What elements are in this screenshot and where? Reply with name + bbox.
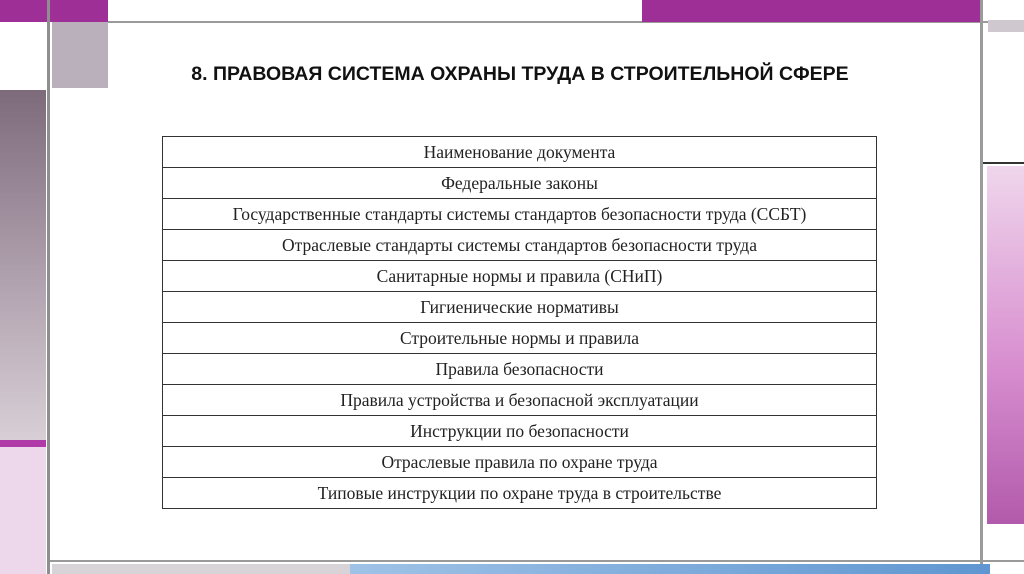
- decor-right-gradient-bar: [987, 166, 1024, 524]
- decor-bottom-gray-bar: [52, 564, 350, 574]
- table-row: [163, 354, 877, 385]
- decor-bottom-divider: [50, 560, 1024, 562]
- decor-top-left-bar: [0, 0, 108, 22]
- table-header-row: [163, 137, 877, 168]
- table-cell: Типовые инструкции по охране труда в строительстве: [163, 478, 877, 509]
- table-cell: Правила устройства и безопасной эксплуатации: [163, 385, 877, 416]
- table-row: [163, 416, 877, 447]
- decor-left-accent-line: [0, 440, 46, 447]
- table-row: [163, 168, 877, 199]
- table-row: [163, 292, 877, 323]
- table-row: [163, 323, 877, 354]
- table-cell: Санитарные нормы и правила (СНиП): [163, 261, 877, 292]
- table-row: [163, 199, 877, 230]
- decor-left-gradient-bar: [0, 90, 46, 440]
- decor-bottom-blue-bar: [350, 564, 990, 574]
- table-row: [163, 261, 877, 292]
- decor-right-short-line: [983, 162, 1024, 164]
- table-row: [163, 385, 877, 416]
- decor-left-divider: [47, 0, 50, 574]
- decor-top-right-block: [988, 20, 1024, 32]
- decor-top-right-bar: [642, 0, 980, 22]
- table-cell: Отраслевые стандарты системы стандартов безопасности труда: [163, 230, 877, 261]
- table-header-cell: Наименование документа: [163, 137, 877, 168]
- slide-title: 8. ПРАВОВАЯ СИСТЕМА ОХРАНЫ ТРУДА В СТРОИТЕЛЬНОЙ СФЕРЕ: [191, 63, 849, 85]
- table-cell: Строительные нормы и правила: [163, 323, 877, 354]
- decor-right-divider: [980, 0, 983, 574]
- decor-left-gray-block: [52, 22, 108, 88]
- table-row: [163, 230, 877, 261]
- table-cell: Инструкции по безопасности: [163, 416, 877, 447]
- table-cell: Отраслевые правила по охране труда: [163, 447, 877, 478]
- table-cell: Федеральные законы: [163, 168, 877, 199]
- table-row: [163, 478, 877, 509]
- table-row: [163, 447, 877, 478]
- table-cell: Государственные стандарты системы стандартов безопасности труда (ССБТ): [163, 199, 877, 230]
- table-cell: Гигиенические нормативы: [163, 292, 877, 323]
- table-cell: Правила безопасности: [163, 354, 877, 385]
- documents-table: [162, 136, 877, 509]
- decor-left-bottom-block: [0, 447, 46, 574]
